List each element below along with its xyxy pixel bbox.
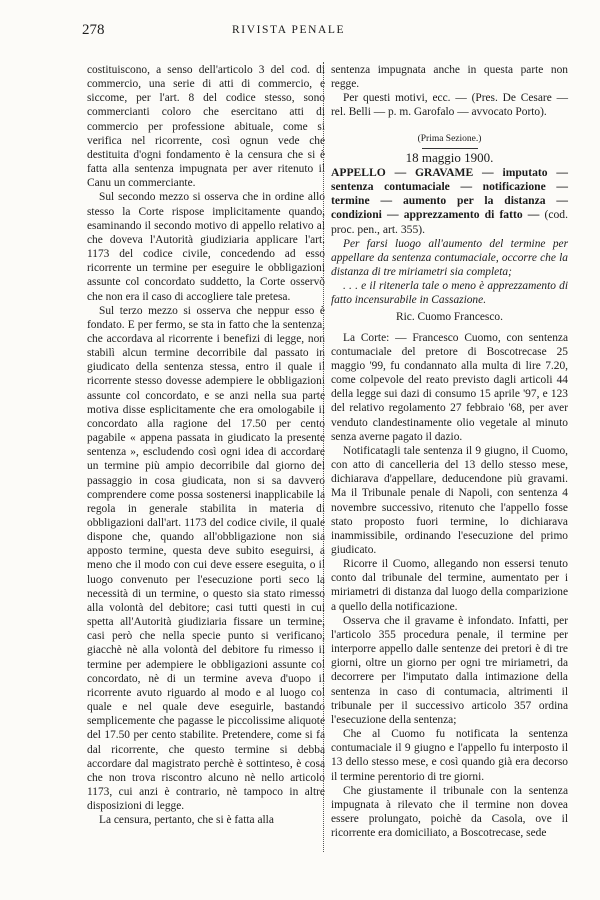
right-column [331, 63, 568, 840]
running-title: RIVISTA PENALE [232, 24, 346, 36]
maxim: Per farsi luogo all'aumento del termine per appellare da sentenza contumaciale, occorre che la distanza di tre miriametri sia completa; [331, 237, 568, 279]
page-header [0, 18, 600, 40]
paragraph: La Corte: — Francesco Cuomo, con sentenza contumaciale del pretore di Boscotrecase 25 maggio '99, fu condannato alla multa di lire 7.20, come colpevole del reato previsto dagli articoli 44 della legge sui dazi di consumo 15 aprile '97, e 123 del relativo regolamento 27 febbraio '68, per aver venduto clandestinamente olio vegetale al minuto senza averne pagato il dazio. [331, 331, 568, 443]
column-divider [323, 62, 325, 852]
paragraph: Ricorre il Cuomo, allegando non essersi tenuto conto dal tribunale del termine, aumentato per i miriametri di distanza dal luogo della comparizione a quello della notificazione. [331, 558, 568, 613]
paragraph: costituiscono, a senso dell'articolo 3 del cod. di commercio, una serie di atti di commercio, e siccome, per l'art. 8 del codice stesso, sono commercianti coloro che esercitano atti di commercio per professione abituale, come si verifica nel ricorrente, così ognun vede che destituita d'ogni fondamento è la censura che si è fatta alla sentenza impugnata per aver ritenuto il Canu un commerciante. [87, 64, 325, 190]
paragraph: Che giustamente il tribunale con la sentenza impugnata à rilevato che il termine non dovea essere prolungato, poichè da Casola, ove il ricorrente era domiciliato, a Boscotrecase, sede [331, 784, 568, 840]
paragraph: sentenza impugnata anche in questa parte non regge. [331, 64, 568, 91]
paragraph: La censura, pertanto, che si è fatta alla [99, 814, 274, 827]
left-column [87, 63, 325, 827]
section-rule [422, 148, 478, 149]
case-heading [331, 132, 568, 165]
headnote-keywords: APPELLO — GRAVAME — imputato — sentenza contumaciale — notificazione — termine — aumento per la distanza — condizioni — apprezzamento di fatto — [331, 165, 568, 222]
maxim: . . . e il ritenerla tale o meno è apprezzamento di fatto incensurabile in Cassazione. [331, 280, 568, 307]
headnote [331, 166, 568, 237]
paragraph: Notificatagli tale sentenza il 9 giugno, il Cuomo, con atto di cancelleria del 13 dello stesso mese, dichiarava d'appellare, deducendone più gravami. Ma il Tribunale penale di Napoli, con sentenza 4 novembre successivo, ritenuto che l'appello fosse stato proposto fuori termine, lo dichiarava inammissibile, ordinando l'esecuzione del primo giudicato. [331, 444, 568, 556]
paragraph: Che al Cuomo fu notificata la sentenza contumaciale il 9 giugno e l'appello fu interposto il 13 dello stesso mese, e così quando già era decorso il termine perentorio di tre giorni. [331, 728, 568, 783]
paragraph: Sul secondo mezzo si osserva che in ordine allo stesso la Corte rispose implicitamente quando, esaminando il secondo motivo di appello relativo al che doveva l'Autorità giudiziaria applicare l'art. 1173 del codice civile, concedendo ad esso ricorrente un termine per eseguire le obbligazioni assunte col concordato suddetto, la Corte osservò che non era il caso di accogliere tale pretesa. [87, 191, 325, 303]
appellant-name: Ric. Cuomo Francesco. [396, 310, 503, 323]
paragraph: Sul terzo mezzo si osserva che neppur esso è fondato. E per fermo, se sta in fatto che la sentenza, che accordava al ricorrente i benefizi di legge, non stabilì alcun termine decorribile dal passato in giudicato della sentenza stessa, entro il quale il ricorrente stesso dovesse adempiere le obbligazioni assunte col concordato, e se anzi nella sua parte motiva disse esplicitamente che era omologabile il concordato alla ragione del 17.50 per cento pagabile « appena passata in giudicato la presente sentenza », escludendo così ogni idea di accordare un termine più ampio decorribile dal giorno del passaggio in cosa giudicata, non si sa davvero comprendere come possa sostenersi inapplicabile la regola in generale stabilita in materia di obbligazioni dall'art. 1173 del codice civile, il quale dispone che, quando all'obbligazione non sia apposto termine, questa deve subito eseguirsi, a meno che il modo con cui deve essere eseguita, o il luogo convenuto per l'esecuzione porti seco la necessità di un termine, o questo sia stato rimesso alla volontà del debitore; casi tutti questi in cui spetta all'Autorità giudiziaria fissare un termine, casi però che nella specie punto si verificano, giacchè nè alla volontà del debitore fu rimesso il termine per adempiere le obbligazioni assunte col concordato, nè di un termine aveva d'uopo il ricorrente avuto riguardo al modo e al luogo col quale e nel quale deve eseguirle, bastando semplicemente che pagasse le piccolissime aliquote del 17.50 per cento stabilite. Pretendere, come si fa dal ricorrente, che questo termine si debba accordare dal magistrato perchè è sottinteso, è cosa che non trova riscontro alcuno nè nello articolo 1173, cui anzi è contrario, nè tampoco in altre disposizioni di legge. [87, 304, 325, 813]
headnote-reference: (cod. proc. pen., art. 355). [331, 208, 568, 236]
paragraph: Osserva che il gravame è infondato. Infatti, per l'articolo 355 procedura penale, il termine per interporre appello dalle sentenze dei pretori è di tre giorni, oltre un giorno per ogni tre miriametri, da decorrere per l'imputato dalla intimazione della sentenza in caso di contumacia, altrimenti il tribunale per il successivo articolo 357 ordina l'esecuzione della sentenza; [331, 614, 568, 726]
court-section: (Prima Sezione.) [417, 133, 482, 144]
judgment-signature: Per questi motivi, ecc. — (Pres. De Cesare — rel. Belli — p. m. Garofalo — avvocato Porto). [331, 92, 568, 119]
decision-date: 18 maggio 1900. [405, 149, 494, 165]
page-number: 278 [82, 22, 105, 38]
